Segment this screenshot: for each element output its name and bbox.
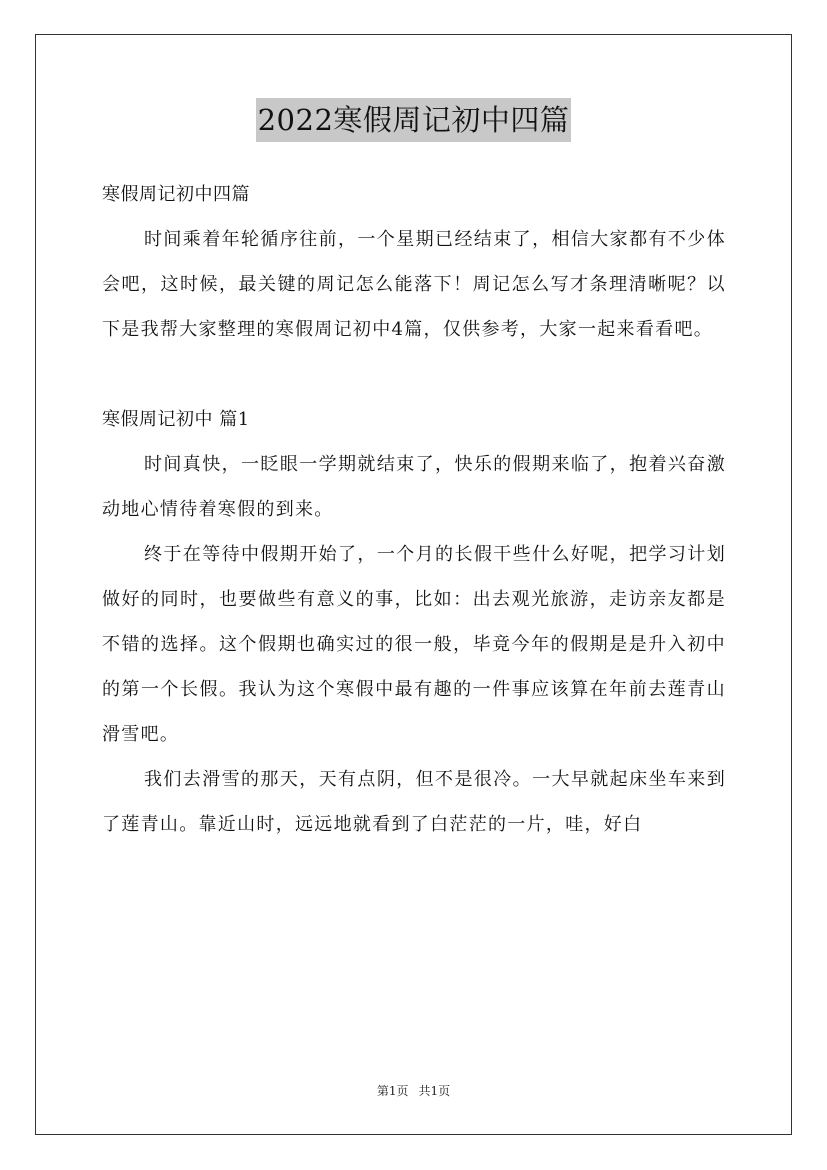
intro-paragraph: 时间乘着年轮循序往前，一个星期已经结束了，相信大家都有不少体会吧，这时候，最关键的周记怎么能落下！周记怎么写才条理清晰呢？以下是我帮大家整理的寒假周记初中4篇，仅供参考，大家一起来看看吧。 bbox=[102, 229, 726, 340]
document-subtitle: 寒假周记初中四篇 bbox=[102, 184, 250, 205]
section-heading: 寒假周记初中 篇1 bbox=[102, 409, 250, 430]
title-container bbox=[0, 98, 827, 142]
document-body bbox=[102, 172, 726, 847]
body-paragraph: 终于在等待中假期开始了，一个月的长假干些什么好呢，把学习计划做好的同时，也要做些有意义的事，比如：出去观光旅游，走访亲友都是不错的选择。这个假期也确实过的很一般，毕竟今年的假期是是升入初中的第一个长假。我认为这个寒假中最有趣的一件事应该算在年前去莲青山滑雪吧。 bbox=[102, 544, 726, 745]
paragraph-gap bbox=[102, 352, 726, 397]
body-paragraph: 我们去滑雪的那天，天有点阴，但不是很冷。一大早就起床坐车来到了莲青山。靠近山时，远远地就看到了白茫茫的一片，哇，好白 bbox=[102, 769, 726, 835]
body-paragraph: 时间真快，一眨眼一学期就结束了，快乐的假期来临了，抱着兴奋激动地心情待着寒假的到来。 bbox=[102, 454, 726, 520]
page-number: 第1页 bbox=[376, 1084, 409, 1098]
page-footer bbox=[0, 1082, 827, 1100]
page-total: 共1页 bbox=[418, 1084, 451, 1098]
document-title[interactable]: 2022寒假周记初中四篇 bbox=[256, 98, 572, 142]
